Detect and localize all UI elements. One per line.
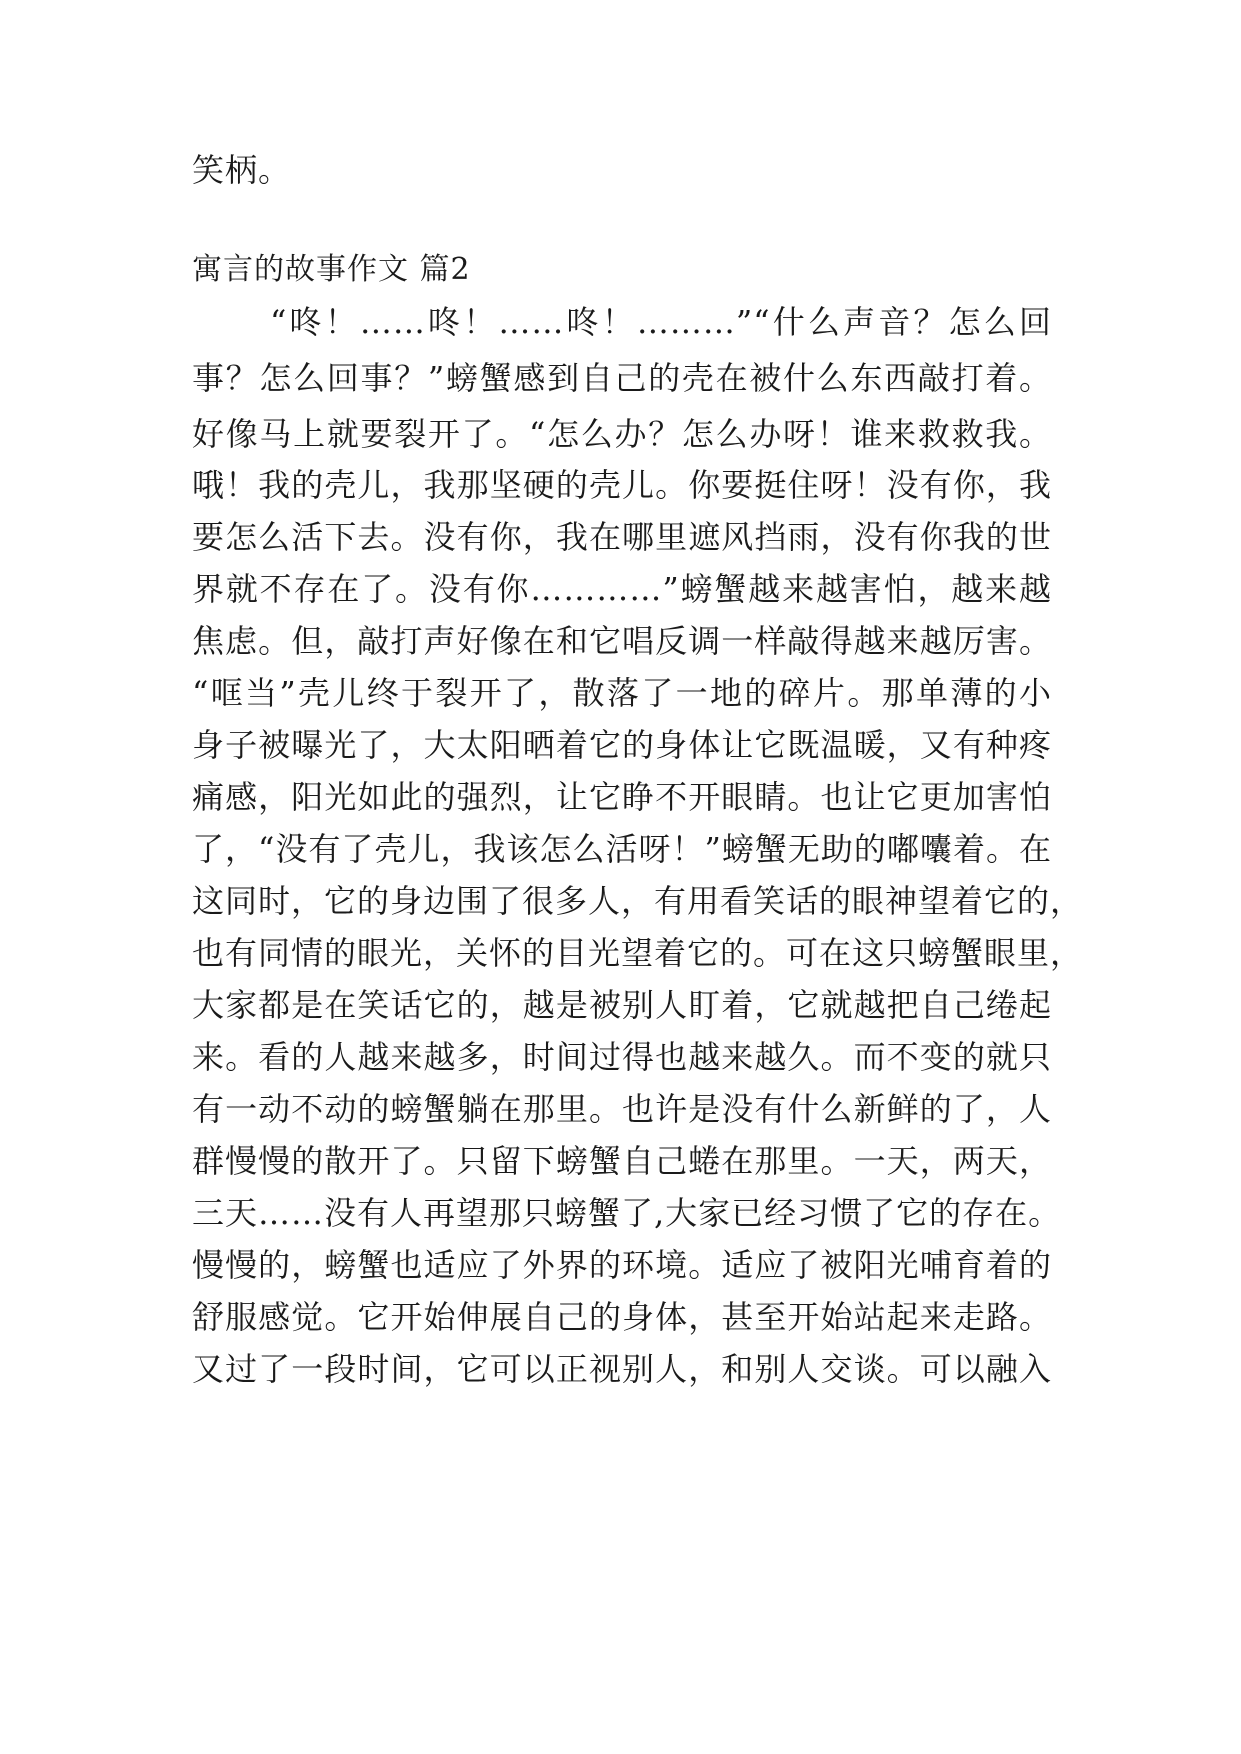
body-line: 慢慢的，螃蟹也适应了外界的环境。适应了被阳光哺育着的	[192, 1246, 1052, 1284]
body-line: 了，“没有了壳儿，我该怎么活呀！”螃蟹无助的嘟囔着。在	[192, 830, 1052, 868]
body-line: 身子被曝光了，大太阳晒着它的身体让它既温暖，又有种疼	[192, 726, 1052, 764]
body-line: 痛感，阳光如此的强烈，让它睁不开眼睛。也让它更加害怕	[192, 778, 1052, 816]
body-line: 舒服感觉。它开始伸展自己的身体，甚至开始站起来走路。	[192, 1298, 1052, 1336]
body-line: 大家都是在笑话它的，越是被别人盯着，它就越把自己绻起	[192, 986, 1052, 1024]
body-line: 好像马上就要裂开了。“怎么办？怎么办呀！谁来救救我。	[192, 415, 1052, 453]
body-line: 事？怎么回事？”螃蟹感到自己的壳在被什么东西敲打着。	[192, 359, 1052, 397]
body-line: “咚！……咚！……咚！………”“什么声音？怎么回	[270, 303, 1052, 341]
body-line: 来。看的人越来越多，时间过得也越来越久。而不变的就只	[192, 1038, 1052, 1076]
paragraph-fragment: 笑柄。	[192, 151, 292, 189]
body-line: 要怎么活下去。没有你，我在哪里遮风挡雨，没有你我的世	[192, 518, 1052, 556]
section-heading: 寓言的故事作文 篇2	[192, 252, 471, 287]
body-line: 三天……没有人再望那只螃蟹了,大家已经习惯了它的存在。	[192, 1194, 1062, 1232]
body-line: 群慢慢的散开了。只留下螃蟹自己蜷在那里。一天，两天，	[192, 1142, 1052, 1180]
body-line: 有一动不动的螃蟹躺在那里。也许是没有什么新鲜的了，人	[192, 1090, 1052, 1128]
body-line: “哐当”壳儿终于裂开了，散落了一地的碎片。那单薄的小	[192, 674, 1052, 712]
body-line: 焦虑。但，敲打声好像在和它唱反调一样敲得越来越厉害。	[192, 622, 1052, 660]
body-line: 界就不存在了。没有你…………”螃蟹越来越害怕，越来越	[192, 570, 1052, 608]
body-line: 又过了一段时间，它可以正视别人，和别人交谈。可以融入	[192, 1350, 1052, 1388]
body-line: 哦！我的壳儿，我那坚硬的壳儿。你要挺住呀！没有你，我	[192, 466, 1052, 504]
body-line: 也有同情的眼光，关怀的目光望着它的。可在这只螃蟹眼里，	[192, 934, 1084, 972]
body-line: 这同时，它的身边围了很多人，有用看笑话的眼神望着它的，	[192, 882, 1084, 920]
